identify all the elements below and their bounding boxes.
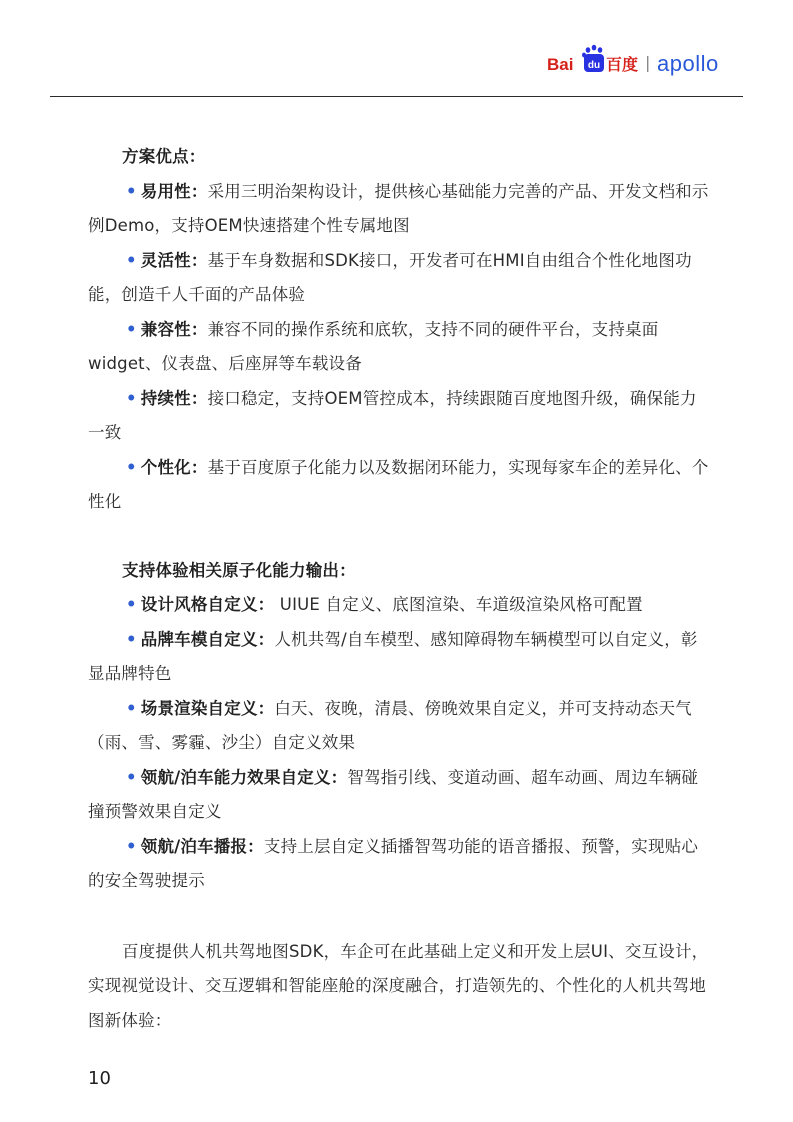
section-spacer (88, 899, 710, 935)
item-label: 场景渲染自定义： (140, 698, 275, 718)
baidu-paw-icon (582, 45, 604, 72)
header-logos (543, 44, 743, 80)
advantage-item (88, 451, 710, 520)
item-label: 品牌车模自定义： (140, 629, 275, 649)
item-text: 采用三明治架构设计，提供核心基础能力完善的产品、开发文档和示例Demo，支持OEM快速搭建个性专属地图 (88, 181, 709, 235)
item-label: 易用性： (140, 181, 208, 201)
item-label: 持续性： (140, 388, 208, 408)
item-label: 个性化： (140, 457, 208, 477)
item-text: 接口稳定，支持OEM管控成本，持续跟随百度地图升级，确保能力一致 (88, 388, 697, 442)
capability-item (88, 830, 710, 899)
advantage-item (88, 175, 710, 244)
bullet-icon: • (126, 250, 137, 270)
item-label: 设计风格自定义： (140, 595, 275, 614)
capability-item (88, 623, 710, 692)
item-text: 人机共驾/自车模型、感知障碍物车辆模型可以自定义，彰显品牌特色 (88, 629, 698, 683)
page-number: 10 (88, 1068, 111, 1089)
header-divider (50, 96, 743, 97)
bullet-icon: • (126, 388, 137, 408)
advantage-item (88, 244, 710, 313)
bullet-icon: • (126, 181, 137, 201)
baidu-logo-text: Bai (547, 55, 574, 74)
item-text: 基于百度原子化能力以及数据闭环能力，实现每家车企的差异化、个性化 (88, 457, 709, 511)
bullet-icon: • (126, 836, 137, 856)
logo-divider (647, 56, 648, 72)
item-label: 兼容性： (140, 319, 208, 339)
bullet-icon: • (126, 319, 137, 339)
item-label: 领航/泊车能力效果自定义： (140, 767, 348, 787)
baidu-logo (547, 45, 638, 74)
capability-item (88, 761, 710, 830)
bullet-icon: • (126, 767, 137, 787)
item-label: 领航/泊车播报： (140, 836, 264, 856)
item-text: 兼容不同的操作系统和底软，支持不同的硬件平台，支持桌面widget、仪表盘、后座屏等车载设备 (88, 319, 659, 373)
item-label: 灵活性： (140, 250, 208, 270)
item-text: 智驾指引线、变道动画、超车动画、周边车辆碰撞预警效果自定义 (88, 767, 699, 821)
capability-item (88, 692, 710, 761)
item-text: UIUE 自定义、底图渲染、车道级渲染风格可配置 (274, 595, 643, 614)
closing-paragraph: 百度提供人机共驾地图SDK，车企可在此基础上定义和开发上层UI、交互设计，实现视觉设计、交互逻辑和智能座舱的深度融合，打造领先的、个性化的人机共驾地图新体验： (88, 941, 709, 1030)
advantage-item (88, 382, 710, 451)
apollo-logo: apollo (657, 51, 719, 76)
advantage-item (88, 313, 710, 382)
bullet-icon: • (126, 457, 137, 477)
item-text: 支持上层自定义插播智驾功能的语音播报、预警，实现贴心的安全驾驶提示 (88, 836, 699, 890)
baidu-logo-cn: 百度 (606, 55, 639, 74)
capability-item (88, 588, 710, 623)
section-heading-advantages: 方案优点： (122, 147, 206, 166)
item-text: 白天、夜晚，清晨、傍晚效果自定义，并可支持动态天气（雨、雪、雾霾、沙尘）自定义效果 (88, 698, 692, 752)
bullet-icon: • (126, 698, 137, 718)
item-text: 基于车身数据和SDK接口，开发者可在HMI自由组合个性化地图功能，创造千人千面的产品体验 (88, 250, 692, 304)
page-content (88, 140, 710, 1038)
bullet-icon: • (126, 595, 137, 614)
baidu-paw-text: du (587, 60, 601, 71)
section-spacer (88, 520, 710, 554)
section-heading-capabilities: 支持体验相关原子化能力输出： (122, 560, 356, 580)
bullet-icon: • (126, 629, 137, 649)
